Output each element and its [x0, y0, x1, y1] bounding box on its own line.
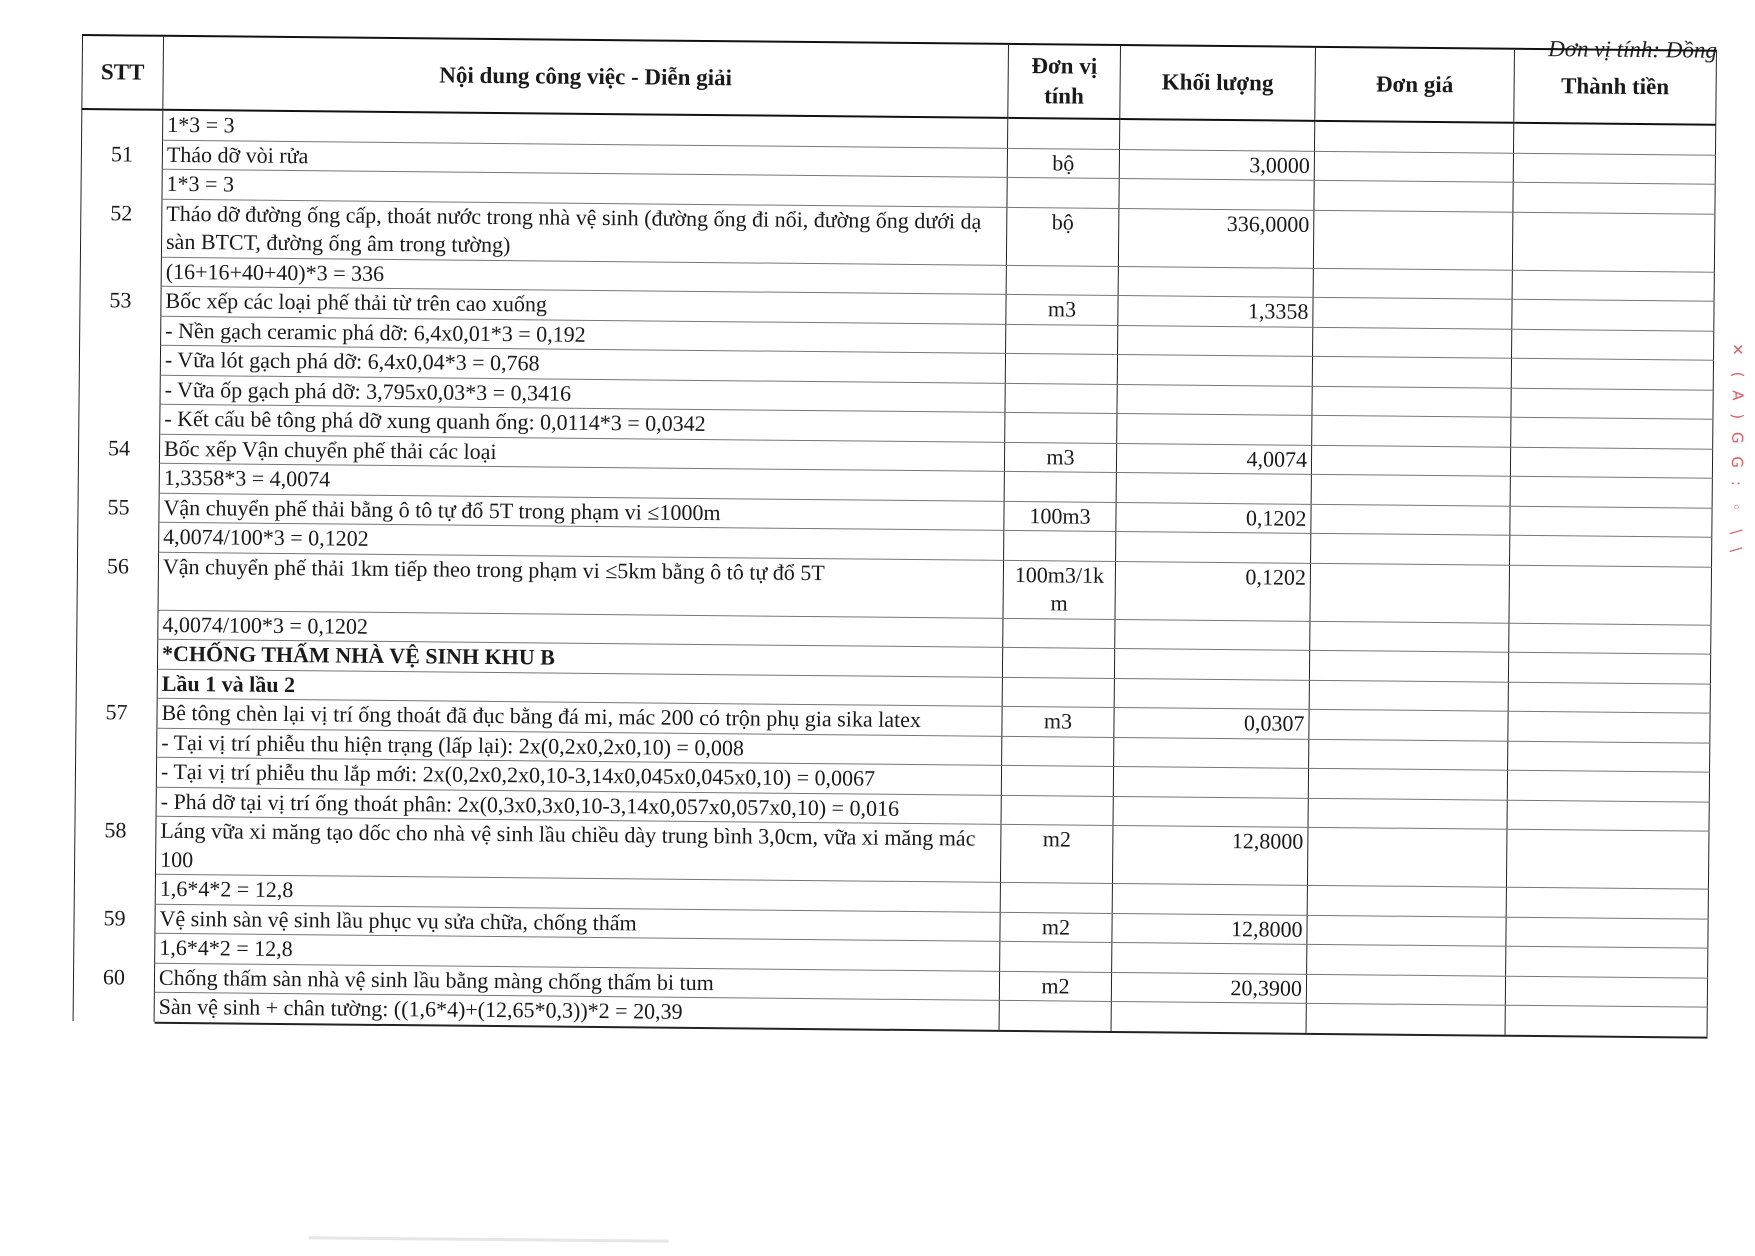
currency-unit-note: Đơn vị tính: Đồng — [1548, 36, 1718, 63]
unit-cell — [1005, 383, 1117, 414]
content-cell: Vận chuyển phế thải 1km tiếp theo trong phạm vi ≤5km bằng ô tô tự đổ 5T — [158, 552, 1004, 618]
amount-cell — [1510, 535, 1712, 566]
table-body — [73, 109, 1716, 1037]
quantity-cell — [1114, 737, 1309, 768]
amount-cell — [1513, 123, 1715, 155]
content-cell: - Phá dỡ tại vị trí ống thoát phân: 2x(0,3x0,3x0,10-3,14x0,057x0,057x0,10) = 0,016 — [156, 787, 1001, 825]
unit-cell: m3 — [1002, 706, 1114, 737]
content-cell: 1*3 = 3 — [162, 169, 1007, 207]
amount-cell — [1511, 417, 1713, 448]
content-cell: - Nền gạch ceramic phá dỡ: 6,4x0,01*3 = 0,192 — [161, 316, 1006, 354]
quantity-cell — [1113, 766, 1308, 797]
bill-of-quantities-table — [73, 34, 1717, 1038]
unit-price-cell — [1307, 915, 1506, 946]
quantity-cell — [1114, 678, 1309, 709]
content-cell: Bốc xếp các loại phế thải từ trên cao xuống — [161, 286, 1006, 324]
quantity-cell — [1118, 266, 1313, 297]
header-unit: Đơn vị tính — [1008, 44, 1121, 119]
content-cell: 1,6*4*2 = 12,8 — [155, 874, 1000, 912]
stt-cell — [78, 522, 159, 552]
amount-cell — [1510, 506, 1712, 537]
stt-cell: 54 — [78, 433, 159, 463]
quantity-cell — [1116, 472, 1311, 503]
quantity-cell — [1112, 883, 1307, 914]
amount-cell — [1506, 829, 1709, 889]
stt-cell — [80, 315, 161, 345]
unit-cell — [1004, 471, 1116, 502]
stt-cell — [82, 109, 163, 140]
stt-cell — [79, 374, 160, 404]
amount-cell — [1512, 270, 1714, 301]
unit-cell: m3 — [1004, 442, 1116, 473]
unit-price-cell — [1309, 650, 1508, 681]
amount-cell — [1511, 358, 1713, 389]
unit-cell: 100m3/1km — [1003, 560, 1116, 619]
content-cell: 1,6*4*2 = 12,8 — [155, 933, 1000, 971]
stt-cell: 56 — [77, 551, 159, 610]
content-cell: Tháo dỡ vòi rửa — [162, 140, 1007, 178]
unit-cell — [1002, 677, 1114, 708]
header-amount: Thành tiền — [1514, 49, 1717, 125]
unit-price-cell — [1307, 827, 1507, 887]
amount-cell — [1509, 565, 1712, 625]
unit-price-cell — [1310, 621, 1509, 652]
content-cell: Tháo dỡ đường ống cấp, thoát nước trong nhà vệ sinh (đường ống đi nổi, đường ống dưới dạ sàn BTCT, đường ống âm trong tường) — [161, 199, 1007, 265]
unit-cell: bộ — [1007, 148, 1119, 179]
unit-cell — [999, 1000, 1111, 1031]
header-unit-price: Đơn giá — [1315, 47, 1515, 123]
unit-cell — [1005, 412, 1117, 443]
unit-price-cell — [1307, 944, 1506, 975]
stt-cell — [75, 786, 156, 816]
stt-cell — [79, 404, 160, 434]
unit-cell — [1000, 941, 1112, 972]
unit-cell — [1007, 177, 1119, 208]
unit-price-cell — [1314, 180, 1513, 211]
stt-cell — [81, 169, 162, 199]
stt-cell — [77, 609, 158, 639]
content-cell: Láng vữa xi măng tạo dốc cho nhà vệ sinh lầu chiều dày trung bình 3,0cm, vữa xi măng mác 100 — [155, 816, 1001, 882]
unit-price-cell — [1306, 1003, 1505, 1035]
unit-price-cell — [1308, 768, 1507, 799]
unit-price-cell — [1307, 885, 1506, 916]
content-cell: Vận chuyển phế thải bằng ô tô tự đổ 5T trong phạm vi ≤1000m — [159, 493, 1004, 531]
amount-cell — [1511, 388, 1713, 419]
unit-cell: m2 — [1000, 824, 1113, 883]
content-cell: Vệ sinh sàn vệ sinh lầu phục vụ sửa chữa, chống thấm — [155, 904, 1000, 942]
stt-cell — [78, 463, 159, 493]
amount-cell — [1508, 652, 1710, 683]
quantity-cell — [1112, 942, 1307, 973]
quantity-cell: 12,8000 — [1112, 913, 1307, 944]
stt-cell: 58 — [74, 815, 156, 874]
amount-cell — [1512, 299, 1714, 330]
quantity-cell: 12,8000 — [1112, 825, 1308, 885]
unit-cell: bộ — [1006, 207, 1119, 266]
unit-price-cell — [1310, 563, 1510, 623]
unit-cell — [1008, 118, 1120, 149]
content-cell: - Vữa lót gạch phá dỡ: 6,4x0,04*3 = 0,768 — [160, 345, 1005, 383]
unit-cell: m2 — [999, 971, 1111, 1002]
amount-cell — [1507, 800, 1709, 831]
amount-cell — [1505, 1005, 1707, 1037]
content-cell: Lầu 1 và lầu 2 — [157, 669, 1002, 707]
amount-cell — [1510, 447, 1712, 478]
amount-cell — [1507, 770, 1709, 801]
quantity-cell — [1117, 354, 1312, 385]
unit-price-cell — [1313, 297, 1512, 328]
amount-cell — [1508, 741, 1710, 772]
scan-artifact — [308, 1236, 668, 1242]
quantity-cell — [1114, 648, 1309, 679]
amount-cell — [1512, 329, 1714, 360]
quantity-cell — [1117, 413, 1312, 444]
unit-price-cell — [1308, 798, 1507, 829]
amount-cell — [1509, 623, 1711, 654]
quantity-cell: 336,0000 — [1118, 208, 1314, 268]
content-cell: Chống thấm sàn nhà vệ sinh lầu bằng màng chống thấm bi tum — [154, 963, 999, 1001]
unit-price-cell — [1312, 386, 1511, 417]
quantity-cell — [1111, 1001, 1306, 1033]
unit-price-cell — [1312, 356, 1511, 387]
stt-cell — [73, 991, 154, 1022]
unit-price-cell — [1311, 474, 1510, 505]
quantity-cell: 4,0074 — [1116, 443, 1311, 474]
stt-cell — [75, 756, 156, 786]
unit-cell — [1001, 795, 1113, 826]
quantity-cell — [1120, 119, 1315, 151]
amount-cell — [1506, 917, 1708, 948]
red-stamp-fragment: ✕ ( A ) G G : ◦ \ \ — [1727, 340, 1748, 557]
unit-price-cell — [1309, 680, 1508, 711]
unit-price-cell — [1309, 709, 1508, 740]
header-content: Nội dung công việc - Diễn giải — [163, 36, 1009, 118]
content-cell: - Vữa ốp gạch phá dỡ: 3,795x0,03*3 = 0,3416 — [160, 375, 1005, 413]
amount-cell — [1505, 976, 1707, 1007]
unit-price-cell — [1313, 268, 1512, 299]
quantity-cell: 0,1202 — [1116, 502, 1311, 533]
content-cell: *CHỐNG THẤM NHÀ VỆ SINH KHU B — [157, 639, 1002, 677]
unit-cell — [1005, 353, 1117, 384]
unit-cell — [1006, 324, 1118, 355]
unit-cell — [1000, 882, 1112, 913]
quantity-cell: 0,1202 — [1115, 561, 1311, 621]
unit-cell — [1002, 736, 1114, 767]
unit-price-cell — [1311, 445, 1510, 476]
quantity-cell — [1115, 619, 1310, 650]
amount-cell — [1512, 212, 1715, 272]
stt-cell: 52 — [80, 198, 162, 257]
amount-cell — [1508, 682, 1710, 713]
content-cell: - Tại vị trí phiễu thu lắp mới: 2x(0,2x0,2x0,10-3,14x0,045x0,045x0,10) = 0,0067 — [156, 757, 1001, 795]
stt-cell — [80, 256, 161, 286]
unit-cell — [1004, 530, 1116, 561]
unit-price-cell — [1311, 533, 1510, 564]
unit-cell: m3 — [1006, 294, 1118, 325]
quantity-cell: 3,0000 — [1119, 149, 1314, 180]
unit-cell: m2 — [1000, 912, 1112, 943]
quantity-cell: 1,3358 — [1118, 295, 1313, 326]
amount-cell — [1508, 711, 1710, 742]
quantity-cell: 0,0307 — [1114, 707, 1309, 738]
unit-price-cell — [1312, 415, 1511, 446]
stt-cell — [76, 727, 157, 757]
amount-cell — [1513, 153, 1715, 184]
quantity-cell — [1119, 178, 1314, 209]
unit-cell — [1003, 618, 1115, 649]
content-cell: (16+16+40+40)*3 = 336 — [161, 257, 1006, 295]
stt-cell: 53 — [80, 286, 161, 316]
stt-cell — [74, 932, 155, 962]
unit-price-cell — [1313, 327, 1512, 358]
stt-cell: 51 — [81, 139, 162, 169]
header-quantity: Khối lượng — [1120, 45, 1316, 121]
unit-price-cell — [1309, 739, 1508, 770]
unit-cell — [1001, 765, 1113, 796]
content-cell: 4,0074/100*3 = 0,1202 — [159, 522, 1004, 560]
content-cell: 1,3358*3 = 4,0074 — [159, 463, 1004, 501]
amount-cell — [1510, 476, 1712, 507]
content-cell: 4,0074/100*3 = 0,1202 — [158, 610, 1003, 648]
unit-cell — [1002, 647, 1114, 678]
stt-cell: 59 — [74, 903, 155, 933]
header-stt: STT — [82, 35, 164, 110]
stt-cell: 57 — [76, 697, 157, 727]
content-cell: Bê tông chèn lại vị trí ống thoát đã đục bằng đá mi, mác 200 có trộn phụ gia sika latex — [157, 698, 1002, 736]
unit-price-cell — [1306, 974, 1505, 1005]
unit-price-cell — [1314, 151, 1513, 182]
quantity-cell — [1117, 384, 1312, 415]
amount-cell — [1506, 887, 1708, 918]
stt-cell — [79, 345, 160, 375]
content-cell: - Kết cấu bê tông phá dỡ xung quanh ống: 0,0114*3 = 0,0342 — [160, 404, 1005, 442]
stt-cell — [76, 668, 157, 698]
amount-cell — [1506, 946, 1708, 977]
content-cell: - Tại vị trí phiễu thu hiện trạng (lấp lại): 2x(0,2x0,2x0,10) = 0,008 — [157, 728, 1002, 766]
content-cell: Bốc xếp Vận chuyển phế thải các loại — [159, 434, 1004, 472]
unit-cell — [1006, 265, 1118, 296]
stt-cell: 60 — [73, 962, 154, 992]
stt-cell — [74, 873, 155, 903]
quantity-cell — [1113, 796, 1308, 827]
quantity-cell: 20,3900 — [1111, 972, 1306, 1003]
stt-cell — [76, 638, 157, 668]
quantity-cell — [1118, 325, 1313, 356]
unit-cell: 100m3 — [1004, 501, 1116, 532]
unit-price-cell — [1313, 210, 1513, 270]
content-cell: 1*3 = 3 — [163, 110, 1008, 148]
content-cell: Sàn vệ sinh + chân tường: ((1,6*4)+(12,65*0,3))*2 = 20,39 — [154, 992, 999, 1030]
stt-cell: 55 — [78, 492, 159, 522]
unit-price-cell — [1311, 504, 1510, 535]
amount-cell — [1513, 182, 1715, 213]
quantity-cell — [1116, 531, 1311, 562]
unit-price-cell — [1314, 121, 1513, 153]
